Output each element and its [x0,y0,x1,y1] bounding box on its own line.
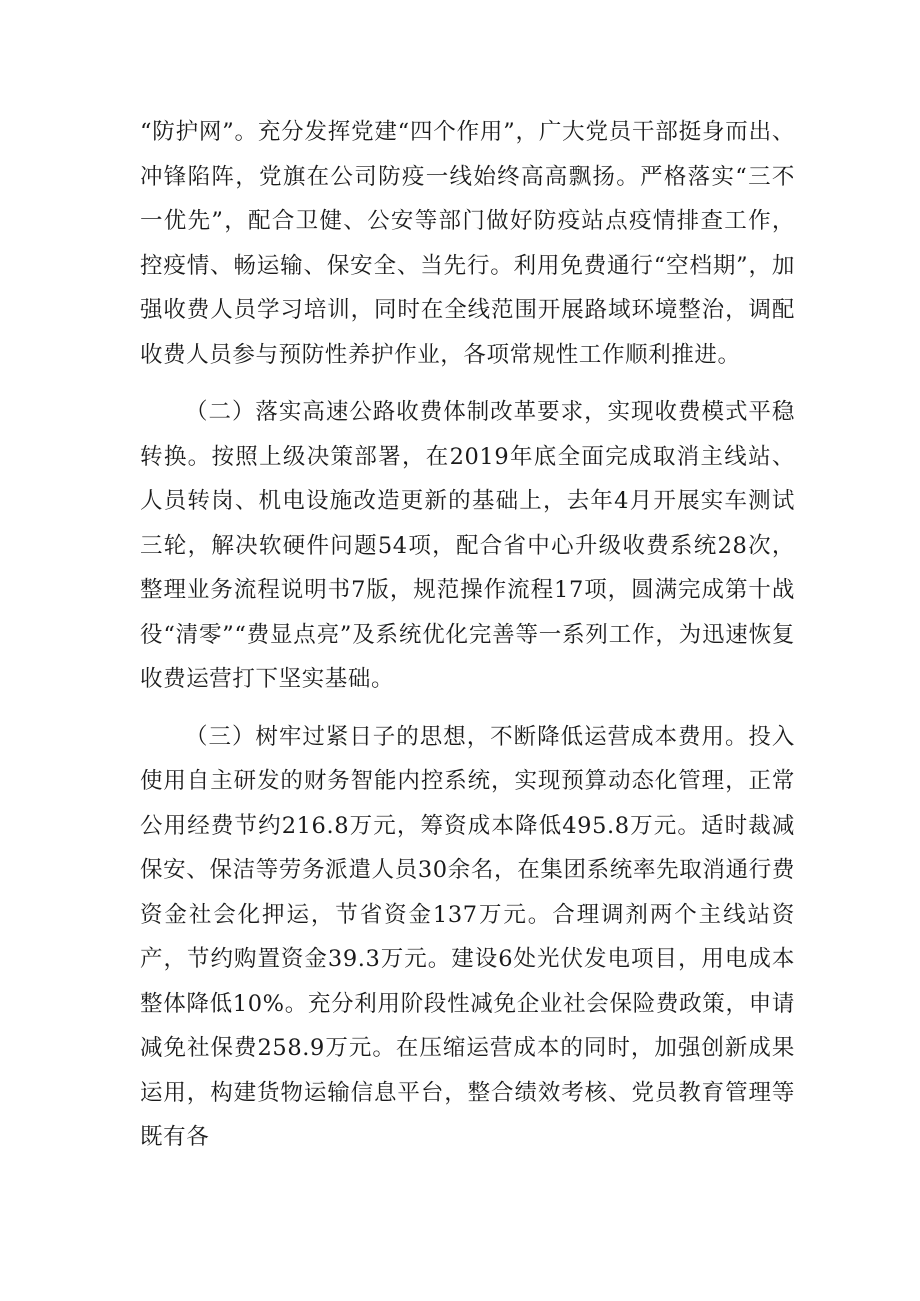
document-body [140,110,795,1160]
paragraph-epidemic-prevention: “防护网”。充分发挥党建“四个作用”，广大党员干部挺身而出、冲锋陷阵，党旗在公司防疫一线始终高高飘扬。严格落实“三不一优先”，配合卫健、公安等部门做好防疫站点疫情排查工作，控疫情、畅运输、保安全、当先行。利用免费通行“空档期”，加强收费人员学习培训，同时在全线范围开展路域环境整治，调配收费人员参与预防性养护作业，各项常规性工作顺利推进。 [140,119,795,368]
paragraph-toll-reform: （二）落实高速公路收费体制改革要求，实现收费模式平稳转换。按照上级决策部署，在2019年底全面完成取消主线站、人员转岗、机电设施改造更新的基础上，去年4月开展实车测试三轮，解决软硬件问题54项，配合省中心升级收费系统28次，整理业务流程说明书7版，规范操作流程17项，圆满完成第十战役“清零”“费显点亮”及系统优化完善等一系列工作，为迅速恢复收费运营打下坚实基础。 [140,399,795,692]
paragraph-cost-reduction: （三）树牢过紧日子的思想，不断降低运营成本费用。投入使用自主研发的财务智能内控系统，实现预算动态化管理，正常公用经费节约216.8万元，筹资成本降低495.8万元。适时裁减保安、保洁等劳务派遣人员30余名，在集团系统率先取消通行费资金社会化押运，节省资金137万元。合理调剂两个主线站资产，节约购置资金39.3万元。建设6处光伏发电项目，用电成本整体降低10%。充分利用阶段性减免企业社会保险费政策，申请减免社保费258.9万元。在压缩运营成本的同时，加强创新成果运用，构建货物运输信息平台，整合绩效考核、党员教育管理等既有各 [140,723,795,1150]
